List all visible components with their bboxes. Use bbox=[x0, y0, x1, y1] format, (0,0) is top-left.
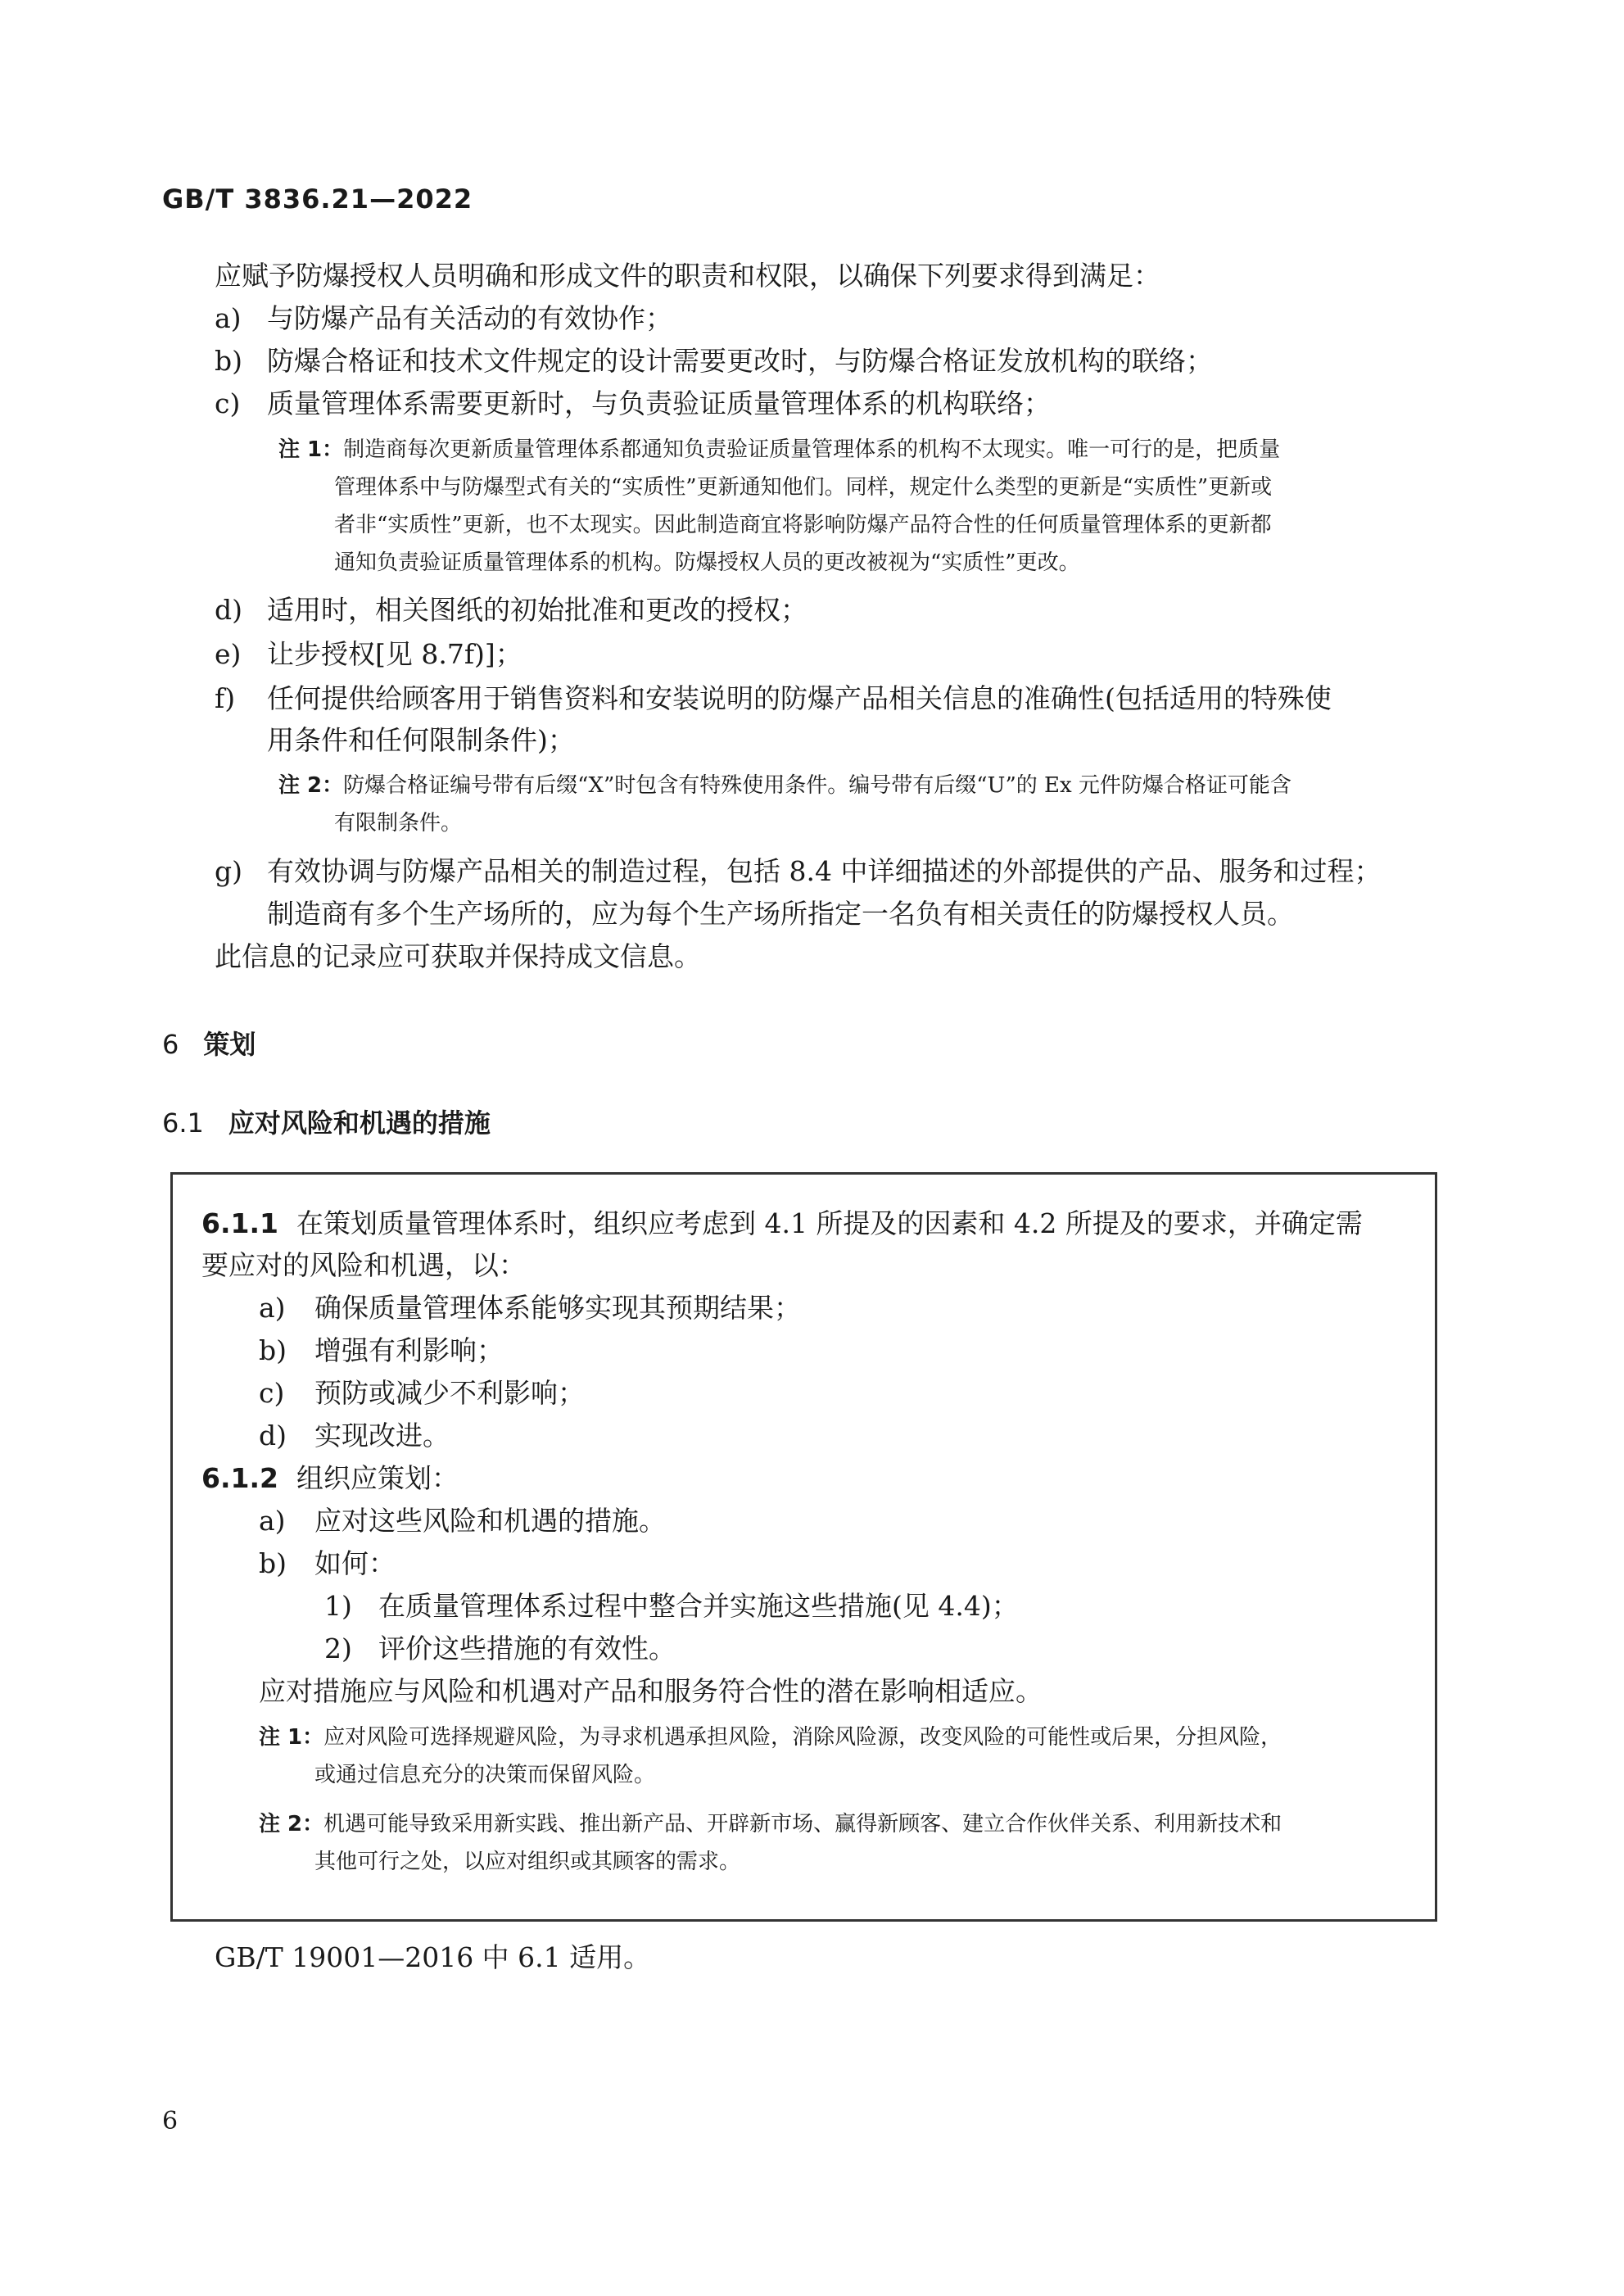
standard-header: GB/T 3836.21—2022 bbox=[162, 183, 473, 215]
note-text: 防爆合格证编号带有后缀“X”时包含有特殊使用条件。编号带有后缀“U”的 Ex 元件防爆合格证可能含 bbox=[343, 773, 1292, 798]
list-label: 2) bbox=[324, 1633, 352, 1664]
list-text: 预防或减少不利影响； bbox=[314, 1377, 585, 1409]
intro-paragraph: 应赋予防爆授权人员明确和形成文件的职责和权限，以确保下列要求得到满足： bbox=[215, 260, 1160, 292]
list-label: b) bbox=[259, 1547, 287, 1579]
box-note-1-line bbox=[259, 1725, 1282, 1750]
note-1-line: 管理体系中与防爆型式有关的“实质性”更新通知他们。同样，规定什么类型的更新是“实质性”更新或 bbox=[334, 475, 1273, 500]
note-2-line: 有限制条件。 bbox=[334, 811, 463, 836]
clause-6-1-2 bbox=[201, 1462, 459, 1495]
list-label: b) bbox=[215, 345, 242, 377]
note-label: 注 2： bbox=[259, 1812, 324, 1836]
list-text: 适用时，相关图纸的初始批准和更改的授权； bbox=[267, 594, 807, 626]
list-text: 让步授权[见 8.7f)]； bbox=[267, 638, 522, 670]
list-text: 任何提供给顾客用于销售资料和安装说明的防爆产品相关信息的准确性(包括适用的特殊使 bbox=[267, 682, 1332, 714]
list-label: d) bbox=[215, 594, 242, 626]
section-number: 6.1 bbox=[162, 1107, 204, 1139]
list-item-b bbox=[215, 345, 1213, 378]
list-item-e bbox=[215, 638, 522, 671]
list-item-a bbox=[215, 302, 672, 335]
list-label: c) bbox=[259, 1377, 285, 1409]
sub-item-2 bbox=[324, 1633, 676, 1665]
list-label: 1) bbox=[324, 1590, 352, 1622]
list-label: f) bbox=[215, 682, 236, 714]
list-text: 如何： bbox=[314, 1547, 396, 1579]
note-1-line: 者非“实质性”更新，也不太现实。因此制造商宜将影响防爆产品符合性的任何质量管理体系的更新都 bbox=[334, 513, 1272, 537]
list-label: d) bbox=[259, 1420, 287, 1451]
box-note-1-line: 或通过信息充分的决策而保留风险。 bbox=[314, 1763, 656, 1787]
section-title: 应对风险和机遇的措施 bbox=[228, 1107, 491, 1139]
item-g-followup: 制造商有多个生产场所的，应为每个生产场所指定一名负有相关责任的防爆授权人员。 bbox=[267, 898, 1294, 930]
note-2-line bbox=[278, 773, 1292, 799]
reference-line: GB/T 19001—2016 中 6.1 适用。 bbox=[215, 1941, 651, 1973]
list-label: a) bbox=[259, 1505, 286, 1537]
list-text: 评价这些措施的有效性。 bbox=[378, 1633, 676, 1664]
record-paragraph: 此信息的记录应可获取并保持成文信息。 bbox=[215, 940, 701, 972]
note-label: 注 2： bbox=[278, 773, 344, 798]
list-text: 确保质量管理体系能够实现其预期结果； bbox=[314, 1292, 801, 1324]
clause-closing-paragraph: 应对措施应与风险和机遇对产品和服务符合性的潜在影响相适应。 bbox=[259, 1675, 1043, 1707]
page-number: 6 bbox=[162, 2107, 179, 2135]
clause-item-b bbox=[259, 1334, 504, 1367]
section-heading-6 bbox=[162, 1024, 256, 1062]
list-text: 应对这些风险和机遇的措施。 bbox=[314, 1505, 666, 1537]
list-label: a) bbox=[259, 1292, 286, 1324]
list-label: g) bbox=[215, 855, 242, 887]
list-text: 与防爆产品有关活动的有效协作； bbox=[267, 302, 672, 334]
section-number: 6 bbox=[162, 1029, 179, 1060]
section-heading-6-1 bbox=[162, 1103, 491, 1140]
clause-6-1-1 bbox=[201, 1207, 1363, 1240]
list-text: 有效协调与防爆产品相关的制造过程，包括 8.4 中详细描述的外部提供的产品、服务和过程； bbox=[267, 855, 1382, 887]
box-note-2-line: 其他可行之处，以应对组织或其顾客的需求。 bbox=[314, 1850, 741, 1874]
list-text: 质量管理体系需要更新时，与负责验证质量管理体系的机构联络； bbox=[267, 387, 1051, 419]
list-text: 防爆合格证和技术文件规定的设计需要更改时，与防爆合格证发放机构的联络； bbox=[267, 345, 1213, 377]
clause-item-a bbox=[259, 1292, 801, 1325]
list-item-c bbox=[215, 387, 1051, 420]
clause-number: 6.1.2 bbox=[201, 1462, 278, 1494]
list-text: 在质量管理体系过程中整合并实施这些措施(见 4.4)； bbox=[378, 1590, 1019, 1622]
note-label: 注 1： bbox=[278, 437, 344, 462]
clause-6-1-2-item-b bbox=[259, 1547, 396, 1580]
note-1-line: 通知负责验证质量管理体系的机构。防爆授权人员的更改被视为“实质性”更改。 bbox=[334, 550, 1080, 575]
list-item-d bbox=[215, 594, 807, 627]
list-text: 实现改进。 bbox=[314, 1420, 450, 1451]
clause-number: 6.1.1 bbox=[201, 1207, 278, 1239]
clause-item-d bbox=[259, 1420, 450, 1452]
clause-text: 在策划质量管理体系时，组织应考虑到 4.1 所提及的因素和 4.2 所提及的要求，并确定需 bbox=[296, 1207, 1363, 1239]
sub-item-1 bbox=[324, 1590, 1019, 1623]
note-1-line bbox=[278, 437, 1280, 463]
note-text: 制造商每次更新质量管理体系都通知负责验证质量管理体系的机构不太现实。唯一可行的是，把质量 bbox=[343, 437, 1281, 462]
box-note-2-line bbox=[259, 1812, 1282, 1837]
list-label: a) bbox=[215, 302, 242, 334]
note-text: 机遇可能导致采用新实践、推出新产品、开辟新市场、赢得新顾客、建立合作伙伴关系、利用新技术和 bbox=[323, 1812, 1282, 1836]
clause-6-1-1-cont: 要应对的风险和机遇，以： bbox=[201, 1249, 526, 1281]
list-text: 增强有利影响； bbox=[314, 1334, 504, 1366]
list-label: c) bbox=[215, 387, 241, 419]
list-item-g bbox=[215, 855, 1381, 888]
list-label: b) bbox=[259, 1334, 287, 1366]
note-label: 注 1： bbox=[259, 1725, 324, 1750]
list-label: e) bbox=[215, 638, 242, 670]
clause-6-1-2-item-a bbox=[259, 1505, 666, 1537]
note-text: 应对风险可选择规避风险，为寻求机遇承担风险，消除风险源，改变风险的可能性或后果，分担风险， bbox=[323, 1725, 1282, 1750]
list-item-f bbox=[215, 682, 1332, 715]
clause-text: 组织应策划： bbox=[296, 1462, 459, 1494]
section-title: 策划 bbox=[203, 1029, 256, 1060]
clause-item-c bbox=[259, 1377, 585, 1410]
list-item-f-continued: 用条件和任何限制条件)； bbox=[267, 724, 575, 756]
